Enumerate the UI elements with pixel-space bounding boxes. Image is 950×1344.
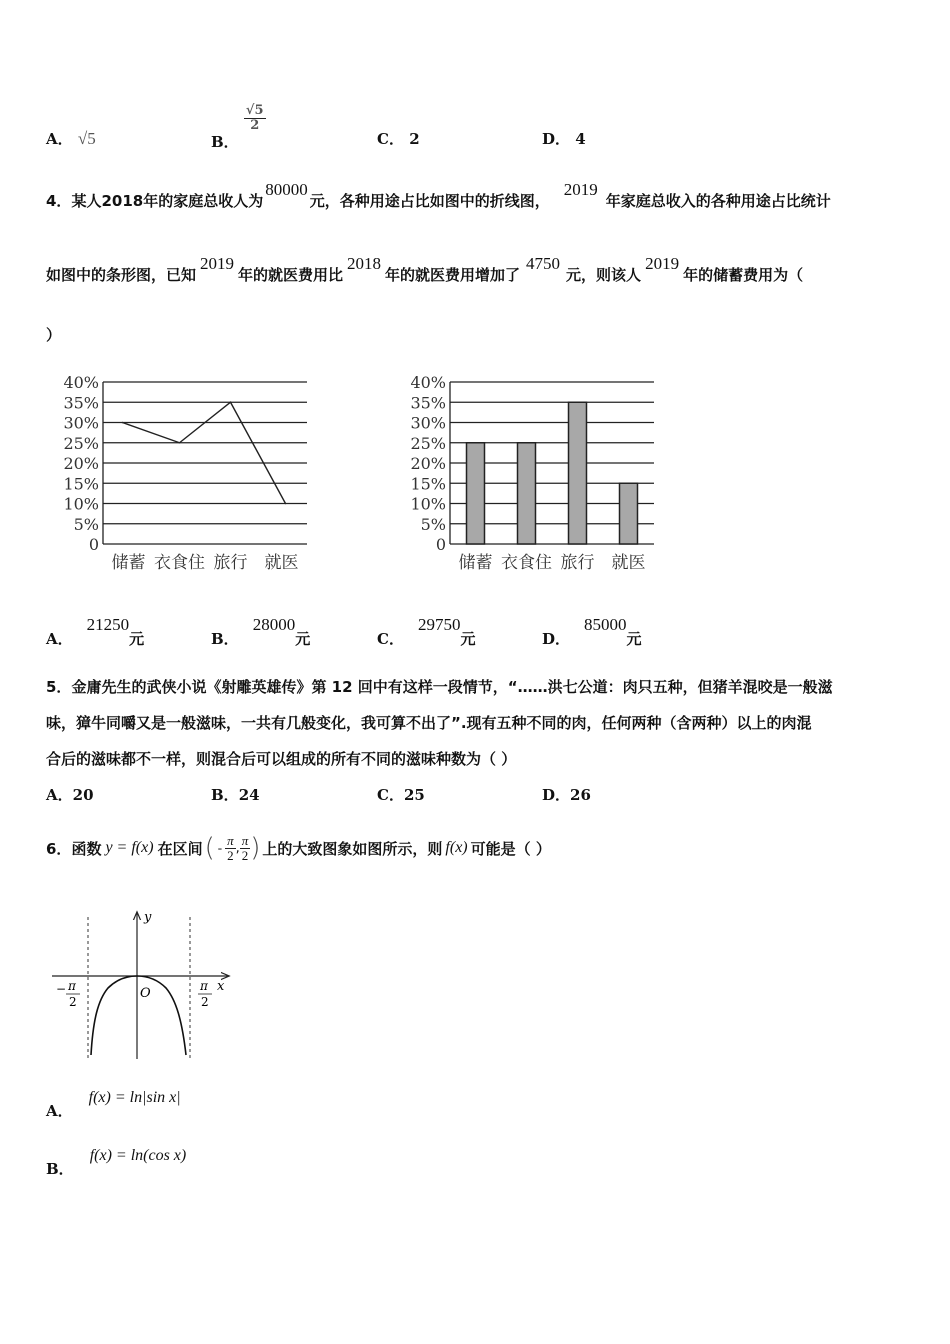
y-tick-label: 5%	[73, 514, 99, 534]
fraction-numerator: π	[227, 832, 234, 848]
y-tick-label: 30%	[63, 413, 99, 433]
bar	[467, 443, 485, 544]
q5-option-a	[46, 784, 94, 805]
function-expression: y = f(x)	[105, 839, 154, 856]
minus-sign: -	[217, 840, 223, 855]
option-value: 4	[575, 130, 586, 148]
option-label: B．	[211, 630, 239, 648]
text: 年家庭总收入的各种用途占比统计	[605, 192, 831, 210]
fraction-denominator: 2	[227, 847, 234, 863]
x-tick-label: 衣食住	[501, 553, 552, 573]
right-pi: π	[200, 979, 208, 993]
inline-number: 2019	[645, 254, 680, 273]
x-tick-label: 旅行	[560, 553, 595, 573]
option-label: C．	[377, 786, 404, 804]
q3-option-a	[46, 128, 96, 149]
function-fx: f(x)	[445, 839, 468, 856]
option-label: C．	[377, 130, 404, 148]
text: 味，獐牛同嚼又是一般滋味，一共有几般变化，我可算不出了”.现有五种不同的肉，任何两种（含两种）以上的肉混	[46, 714, 812, 732]
bar	[518, 443, 536, 544]
left-paren: (	[204, 833, 215, 863]
text: 如图中的条形图，已知	[46, 266, 197, 284]
text: 金庸先生的武侠小说《射雕英雄传》第 12 回中有这样一段情节，“……洪七公道：肉只五种，但猪羊混咬是一般滋	[71, 678, 833, 696]
q5-option-c	[377, 784, 425, 805]
q5-option-b	[211, 784, 260, 805]
option-value: 26	[570, 786, 591, 804]
x-axis-label: x	[217, 979, 225, 994]
text: 在区间	[157, 839, 203, 858]
x-tick-label: 旅行	[213, 553, 248, 573]
left-minus: −	[56, 982, 67, 996]
text: 年的就医费用比	[238, 266, 344, 284]
y-axis-label: y	[144, 910, 152, 925]
option-value: 29750	[417, 615, 461, 634]
text: 合后的滋味都不一样，则混合后可以组成的所有不同的滋味种数为（ ）	[46, 750, 517, 768]
y-tick-label: 5%	[420, 514, 446, 534]
q6-stem	[46, 826, 551, 870]
line-chart	[55, 370, 325, 585]
option-formula: f(x) = ln|sin x|	[88, 1089, 181, 1106]
option-label: B．	[211, 786, 239, 804]
x-tick-label: 储蓄	[458, 553, 493, 573]
option-value: 28000	[252, 615, 296, 634]
q3-option-d	[542, 128, 586, 149]
q4-option-b	[211, 614, 311, 648]
y-tick-label: 35%	[410, 393, 446, 413]
left-two: 2	[69, 995, 77, 1009]
interval-comma: ,	[235, 840, 240, 856]
data-point	[230, 401, 232, 403]
option-unit: 元	[129, 630, 145, 648]
bar-chart	[402, 370, 672, 585]
option-label: A．	[46, 130, 73, 148]
option-unit: 元	[295, 630, 311, 648]
interval-left-fraction	[225, 834, 236, 863]
option-label: A．	[46, 1102, 73, 1120]
option-label: D．	[542, 786, 571, 804]
fraction-numerator: √5	[245, 103, 264, 118]
q4-option-a	[46, 614, 145, 648]
question-number: 5．	[46, 678, 72, 696]
y-tick-label: 20%	[410, 454, 446, 473]
text: ）	[46, 326, 62, 344]
inline-number: 80000	[265, 180, 308, 199]
data-point	[285, 503, 287, 505]
x-tick-label: 衣食住	[154, 553, 205, 573]
text: 年的储蓄费用为（	[683, 266, 804, 284]
option-value: 2	[409, 130, 420, 148]
q4-option-d	[542, 614, 642, 648]
option-value: 25	[403, 786, 425, 804]
option-label: A．	[46, 786, 73, 804]
option-value: 85000	[584, 615, 627, 634]
y-tick-label: 10%	[63, 494, 99, 514]
text: 某人	[71, 192, 102, 210]
inline-number: 4750	[526, 254, 561, 273]
option-fraction	[244, 104, 266, 133]
q3-option-c	[377, 128, 420, 149]
text: 元，则该人	[566, 266, 642, 284]
q4-line-3	[46, 324, 61, 345]
text: 2018	[101, 192, 144, 210]
fraction-denominator: 2	[250, 118, 260, 133]
left-pi: π	[68, 979, 76, 993]
option-label: B．	[46, 1160, 74, 1178]
text: 年的就医费用增加了	[385, 266, 521, 284]
interval	[205, 833, 261, 863]
q3-option-b	[211, 103, 266, 151]
option-label: D．	[542, 630, 571, 648]
x-tick-label: 储蓄	[111, 553, 146, 573]
bar	[569, 402, 587, 544]
origin-label: O	[140, 986, 151, 1001]
question-number: 4．	[46, 192, 72, 210]
inline-number: 2019	[200, 254, 235, 273]
inline-number: 2019	[563, 180, 598, 199]
function-curve	[91, 976, 186, 1055]
interval-right-fraction	[240, 834, 251, 863]
option-formula: f(x) = ln(cos x)	[89, 1147, 187, 1164]
y-tick-label: 35%	[63, 393, 99, 413]
y-tick-label: 25%	[410, 433, 446, 453]
q5-line-2	[46, 712, 812, 733]
fraction-denominator: 2	[241, 847, 249, 863]
text: 可能是（ ）	[470, 839, 551, 858]
option-label: D．	[542, 130, 571, 148]
option-value: √5	[77, 129, 96, 148]
y-tick-label: 30%	[410, 413, 446, 433]
y-tick-label: 15%	[63, 474, 99, 494]
q5-line-3	[46, 748, 516, 769]
q5-option-d	[542, 784, 591, 805]
text: 年的家庭总收人为	[143, 192, 264, 210]
right-two: 2	[201, 995, 209, 1009]
text: 函数	[71, 839, 102, 858]
text: 上的大致图象如图所示，则	[262, 839, 443, 858]
data-point	[179, 442, 181, 444]
option-unit: 元	[460, 630, 476, 648]
q4-line-2	[46, 254, 804, 285]
bar	[620, 483, 638, 544]
q4-option-c	[377, 614, 476, 648]
data-point	[122, 422, 124, 424]
x-tick-label: 就医	[264, 553, 299, 573]
option-label: C．	[377, 630, 404, 648]
option-value: 24	[238, 786, 260, 804]
q5-line-1	[46, 676, 833, 697]
x-tick-label: 就医	[611, 553, 646, 573]
q4-line-1	[46, 180, 831, 211]
y-tick-label: 40%	[63, 373, 99, 392]
function-graph	[50, 905, 240, 1067]
option-label: A．	[46, 630, 73, 648]
option-value: 20	[72, 786, 94, 804]
text: 元，各种用途占比如图中的折线图，	[309, 192, 550, 210]
y-tick-label: 0	[88, 535, 99, 554]
y-tick-label: 10%	[410, 494, 446, 514]
q6-option-b	[46, 1144, 187, 1178]
option-value: 21250	[86, 615, 130, 634]
y-tick-label: 0	[435, 535, 446, 554]
y-tick-label: 20%	[63, 454, 99, 473]
q6-option-a	[46, 1086, 181, 1120]
inline-number: 2018	[347, 254, 382, 273]
y-tick-label: 15%	[410, 474, 446, 494]
series-line	[123, 402, 286, 503]
fraction-numerator: π	[241, 832, 249, 848]
question-number: 6．	[46, 839, 72, 858]
option-label: B．	[211, 132, 239, 151]
y-tick-label: 40%	[410, 373, 446, 392]
option-unit: 元	[626, 630, 642, 648]
y-tick-label: 25%	[63, 433, 99, 453]
right-paren: )	[250, 833, 261, 863]
